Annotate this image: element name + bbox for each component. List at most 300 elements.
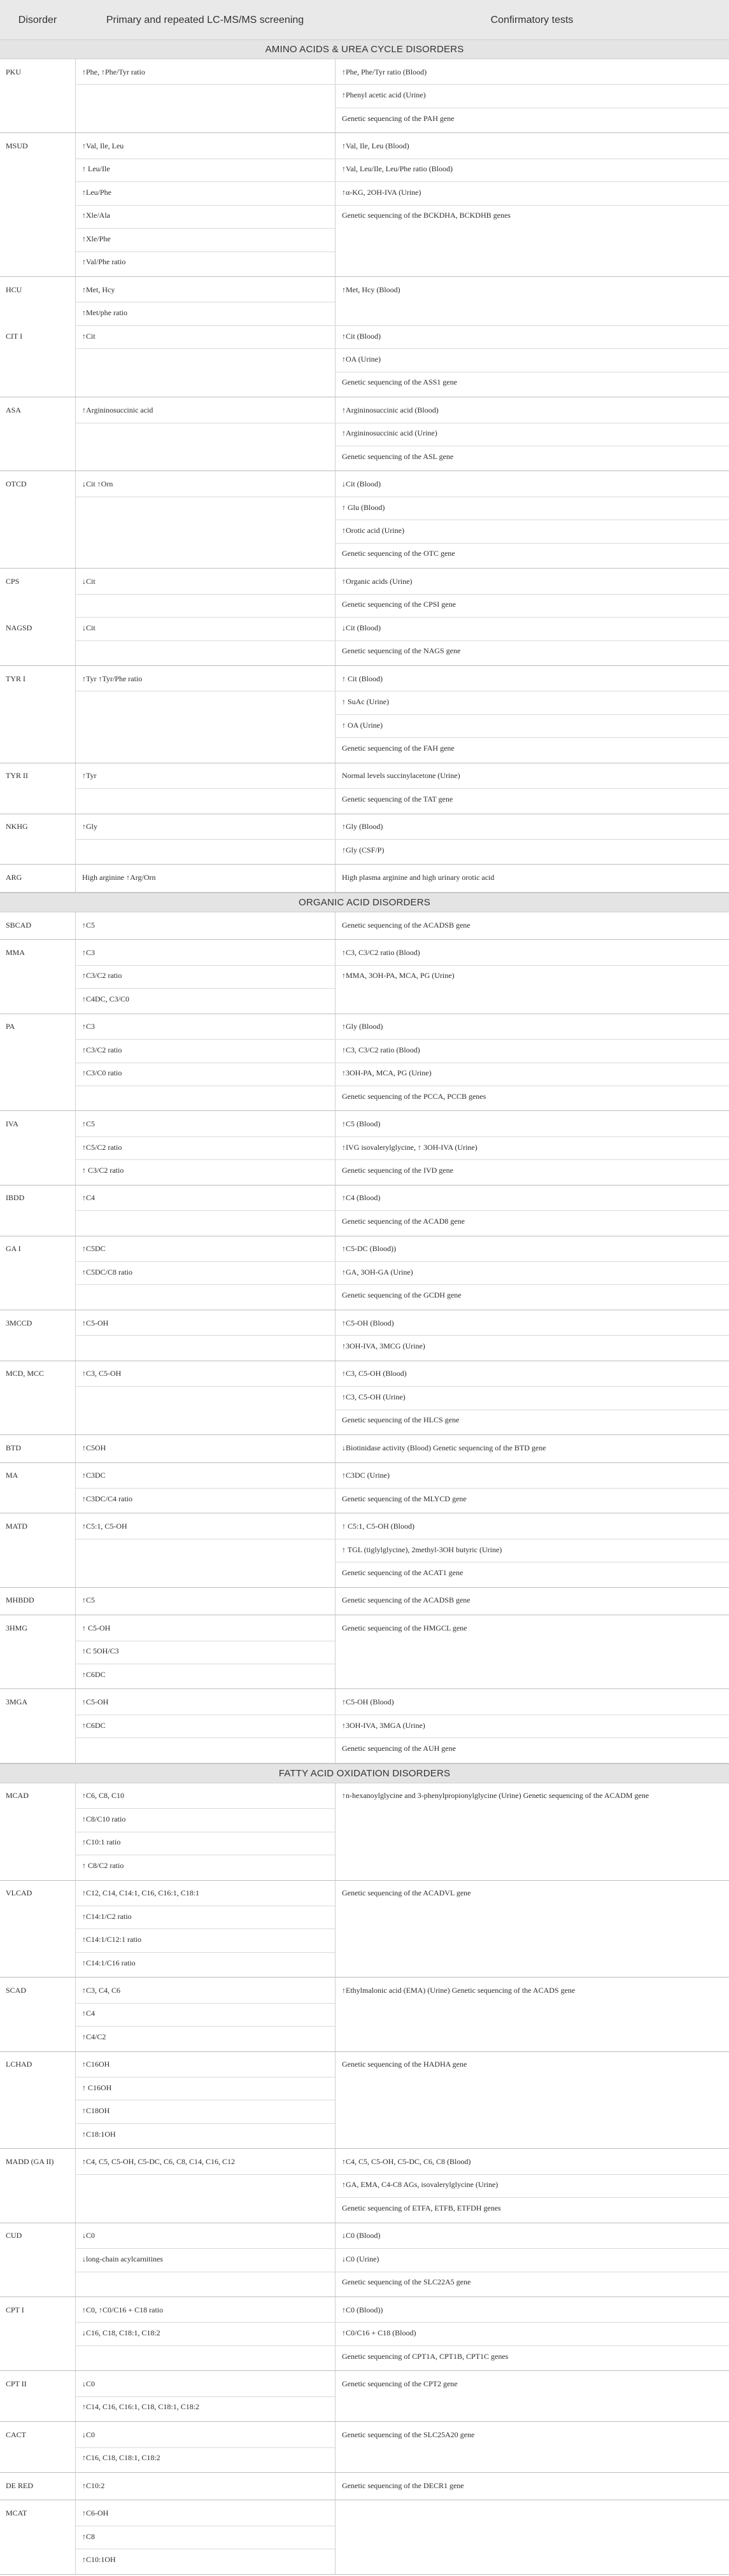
screening-marker: ↑C10:1OH xyxy=(82,2555,116,2565)
table-row xyxy=(0,181,729,204)
row-divider xyxy=(335,1284,729,1285)
disorder-group xyxy=(0,133,729,277)
confirmatory-test: Genetic sequencing of the HMGCL gene xyxy=(342,1623,467,1632)
screening-marker: ↑C6-OH xyxy=(82,2509,109,2518)
header-screening: Primary and repeated LC-MS/MS screening xyxy=(106,14,304,25)
row-divider xyxy=(75,1737,335,1738)
confirmatory-test: ↑α-KG, 2OH-IVA (Urine) xyxy=(342,187,421,197)
screening-marker: ↓Cit xyxy=(82,576,96,586)
disorder-group xyxy=(0,1978,729,2051)
confirmatory-test: ↓C0 (Urine) xyxy=(342,2254,379,2263)
confirmatory-test: High plasma arginine and high urinary orotic acid xyxy=(342,873,495,882)
row-divider xyxy=(75,617,335,618)
table-row xyxy=(0,816,729,839)
disorder-name: IBDD xyxy=(6,1193,25,1203)
row-divider xyxy=(75,1039,335,1040)
disorder-group xyxy=(0,1361,729,1435)
row-divider xyxy=(335,1039,729,1040)
screening-marker: ↓Cit xyxy=(82,623,96,632)
row-divider xyxy=(75,181,335,182)
table-row xyxy=(0,765,729,788)
section-title: FATTY ACID OXIDATION DISORDERS xyxy=(0,1764,729,1783)
disorder-name: ARG xyxy=(6,873,22,882)
screening-marker: ↓C0 xyxy=(82,2231,96,2240)
table-row xyxy=(0,1515,729,1538)
table-row xyxy=(0,2003,729,2026)
confirmatory-test: ↓Biotinidase activity (Blood) Genetic sequencing of the BTD gene xyxy=(342,1443,546,1452)
table-row xyxy=(0,2054,729,2077)
disorder-name: PA xyxy=(6,1022,15,1031)
screening-marker: ↑C3/C2 ratio xyxy=(82,971,122,980)
confirmatory-test: ↑C0 (Blood)) xyxy=(342,2305,383,2314)
table-row xyxy=(0,446,729,469)
confirmatory-test: ↑C5-DC (Blood)) xyxy=(342,1244,396,1254)
row-divider xyxy=(75,1952,335,1953)
disorder-name: MCD, MCC xyxy=(6,1369,45,1378)
table-row xyxy=(0,2123,729,2146)
confirmatory-test: Genetic sequencing of the HADHA gene xyxy=(342,2060,467,2069)
screening-marker: ↓C0 xyxy=(82,2379,96,2388)
table-row xyxy=(0,2248,729,2271)
table-row xyxy=(0,2100,729,2123)
disorder-group xyxy=(0,666,729,763)
row-divider xyxy=(75,2248,335,2249)
table-row xyxy=(0,1312,729,1335)
table-row xyxy=(0,942,729,965)
confirmatory-test: Normal levels succinylacetone (Urine) xyxy=(342,771,460,781)
table-row xyxy=(0,1715,729,1737)
table-row xyxy=(0,1855,729,1878)
disorder-group xyxy=(0,1463,729,1514)
confirmatory-test: Genetic sequencing of ETFA, ETFB, ETFDH genes xyxy=(342,2203,501,2212)
row-divider xyxy=(335,1737,729,1738)
row-divider xyxy=(75,1335,335,1336)
row-divider xyxy=(75,1808,335,1809)
disorder-group xyxy=(0,277,729,397)
screening-marker: ↑C10:1 ratio xyxy=(82,1837,121,1847)
row-divider xyxy=(75,1261,335,1262)
table-row xyxy=(0,279,729,302)
confirmatory-test: ↑3OH-IVA, 3MGA (Urine) xyxy=(342,1720,425,1730)
confirmatory-test: ↑C5-OH (Blood) xyxy=(342,1697,394,1707)
table-row xyxy=(0,2424,729,2447)
disorder-group xyxy=(0,2223,729,2297)
confirmatory-test: ↑Gly (Blood) xyxy=(342,822,383,832)
table-row xyxy=(0,1335,729,1358)
screening-marker: ↑C10:2 xyxy=(82,2480,105,2490)
table-row xyxy=(0,2447,729,2470)
confirmatory-test: ↑C3, C3/C2 ratio (Blood) xyxy=(342,1045,420,1054)
table-row xyxy=(0,135,729,158)
row-divider xyxy=(75,1284,335,1285)
table-row xyxy=(0,2549,729,2572)
table-row xyxy=(0,2151,729,2174)
disorder-name: TYR I xyxy=(6,674,25,683)
screening-marker: ↓long-chain acylcarnitines xyxy=(82,2254,163,2263)
disorder-group xyxy=(0,912,729,940)
confirmatory-test: ↑C3, C3/C2 ratio (Blood) xyxy=(342,948,420,958)
screening-marker: ↑C3DC/C4 ratio xyxy=(82,1494,133,1503)
table-row xyxy=(0,1039,729,1062)
table-row xyxy=(0,1437,729,1460)
screening-marker: ↑C5OH xyxy=(82,1443,106,1452)
confirmatory-test: Genetic sequencing of the ASS1 gene xyxy=(342,378,457,387)
table-body xyxy=(0,39,729,2575)
screening-marker: ↑C4/C2 xyxy=(82,2032,106,2041)
row-divider xyxy=(75,1210,335,1211)
screening-marker: ↑Met/phe ratio xyxy=(82,308,127,318)
confirmatory-test: ↑Ethylmalonic acid (EMA) (Urine) Genetic sequencing of the ACADS gene xyxy=(342,1985,576,1995)
confirmatory-test: ↑ Glu (Blood) xyxy=(342,502,385,512)
row-divider xyxy=(335,617,729,618)
table-row xyxy=(0,497,729,520)
screening-marker: ↑C14:1/C12:1 ratio xyxy=(82,1935,141,1944)
table-row xyxy=(0,1979,729,2002)
screening-marker: ↑Cit xyxy=(82,331,96,341)
confirmatory-test: Genetic sequencing of the MLYCD gene xyxy=(342,1494,467,1503)
row-divider xyxy=(335,2248,729,2249)
screening-marker: ↑Val/Phe ratio xyxy=(82,257,126,267)
row-divider xyxy=(335,965,729,966)
table-row xyxy=(0,714,729,737)
table-row xyxy=(0,1590,729,1613)
confirmatory-test: ↓Cit (Blood) xyxy=(342,479,381,489)
header-confirmatory-tests: Confirmatory tests xyxy=(490,14,574,25)
disorder-group xyxy=(0,2297,729,2371)
table-row xyxy=(0,1928,729,1951)
row-divider xyxy=(75,84,335,85)
disorder-name: MA xyxy=(6,1471,18,1480)
confirmatory-test: Genetic sequencing of the ACADVL gene xyxy=(342,1888,471,1898)
disorder-name: SBCAD xyxy=(6,920,32,930)
table-row xyxy=(0,372,729,395)
row-divider xyxy=(335,348,729,349)
confirmatory-test: ↑IVG isovalerylglycine, ↑ 3OH-IVA (Urine) xyxy=(342,1142,478,1152)
confirmatory-test: ↑C4 (Blood) xyxy=(342,1193,381,1203)
disorder-name: PKU xyxy=(6,67,22,76)
table-row xyxy=(0,1641,729,1664)
confirmatory-test: Genetic sequencing of the SLC25A20 gene xyxy=(342,2430,475,2439)
row-divider xyxy=(75,348,335,349)
confirmatory-test: Genetic sequencing of the ACAT1 gene xyxy=(342,1568,464,1577)
table-row xyxy=(0,2272,729,2295)
table-header xyxy=(0,0,729,39)
row-divider xyxy=(75,1159,335,1160)
screening-marker: ↑C8 xyxy=(82,2531,96,2541)
row-divider xyxy=(335,1386,729,1387)
row-divider xyxy=(335,1261,729,1262)
confirmatory-test: Genetic sequencing of the BCKDHA, BCKDHB genes xyxy=(342,211,511,220)
disorder-group xyxy=(0,59,729,133)
disorder-name: NAGSD xyxy=(6,623,32,632)
disorder-name: VLCAD xyxy=(6,1888,32,1898)
row-divider xyxy=(75,2447,335,2448)
disorder-group xyxy=(0,2052,729,2149)
table-row xyxy=(0,2299,729,2322)
row-divider xyxy=(75,2026,335,2027)
table-row xyxy=(0,839,729,862)
screening-marker: ↑Val, Ile, Leu xyxy=(82,141,124,151)
table-row xyxy=(0,1210,729,1233)
table-row xyxy=(0,1063,729,1086)
table-row xyxy=(0,988,729,1011)
disorder-name: SCAD xyxy=(6,1985,27,1995)
row-divider xyxy=(75,251,335,252)
disorder-group xyxy=(0,1111,729,1185)
confirmatory-test: Genetic sequencing of the HLCS gene xyxy=(342,1415,460,1425)
table-row xyxy=(0,1086,729,1108)
screening-marker: ↑C14:1/C16 ratio xyxy=(82,1958,136,1967)
confirmatory-test: ↑Phenyl acetic acid (Urine) xyxy=(342,90,426,100)
row-divider xyxy=(335,205,729,206)
table-row xyxy=(0,1617,729,1640)
table-row xyxy=(0,1016,729,1039)
screening-marker: ↑C0, ↑C0/C16 + C18 ratio xyxy=(82,2305,164,2314)
confirmatory-test: Genetic sequencing of the GCDH gene xyxy=(342,1291,462,1300)
row-divider xyxy=(335,1335,729,1336)
confirmatory-test: ↑C3, C5-OH (Urine) xyxy=(342,1392,406,1401)
row-divider xyxy=(75,2322,335,2323)
row-divider xyxy=(335,788,729,789)
screening-marker: ↑C5 xyxy=(82,920,96,930)
confirmatory-test: ↑GA, EMA, C4-C8 AGs, isovalerylglycine (Urine) xyxy=(342,2180,499,2190)
table-row xyxy=(0,159,729,181)
table-row xyxy=(0,2346,729,2368)
table-row xyxy=(0,640,729,663)
table-row xyxy=(0,1238,729,1261)
screening-marker: ↑C3, C5-OH xyxy=(82,1369,122,1378)
table-row xyxy=(0,302,729,325)
row-divider xyxy=(335,1210,729,1211)
disorder-group xyxy=(0,2422,729,2473)
disorder-group xyxy=(0,2473,729,2500)
table-row xyxy=(0,965,729,988)
table-row xyxy=(0,1187,729,1210)
confirmatory-test: ↑ SuAc (Urine) xyxy=(342,697,389,707)
row-divider xyxy=(335,2174,729,2175)
table-row xyxy=(0,1664,729,1687)
confirmatory-test: Genetic sequencing of the PAH gene xyxy=(342,113,455,123)
screening-marker: ↑C5 xyxy=(82,1596,96,1605)
row-divider xyxy=(75,1488,335,1489)
table-row xyxy=(0,348,729,371)
table-row xyxy=(0,108,729,131)
row-divider xyxy=(75,988,335,989)
screening-marker: ↑ C3/C2 ratio xyxy=(82,1165,124,1175)
disorder-group xyxy=(0,940,729,1014)
disorder-name: OTCD xyxy=(6,479,27,489)
disorder-name: NKHG xyxy=(6,822,28,832)
table-row xyxy=(0,1386,729,1409)
screening-marker: High arginine ↑Arg/Orn xyxy=(82,873,156,882)
disorder-name: MHBDD xyxy=(6,1596,34,1605)
confirmatory-test: ↑Argininosuccinic acid (Blood) xyxy=(342,405,439,414)
row-divider xyxy=(335,2197,729,2198)
disorder-name: LCHAD xyxy=(6,2060,32,2069)
confirmatory-test: ↑OA (Urine) xyxy=(342,354,381,364)
table-row xyxy=(0,1785,729,1808)
table-row xyxy=(0,1113,729,1136)
table-row xyxy=(0,914,729,937)
disorder-name: MMA xyxy=(6,948,25,958)
confirmatory-test: ↑C0/C16 + C18 (Blood) xyxy=(342,2328,416,2338)
row-divider xyxy=(335,1159,729,1160)
disorder-group xyxy=(0,1783,729,1881)
table-row xyxy=(0,2373,729,2396)
screening-marker: ↑C 5OH/C3 xyxy=(82,1646,119,1656)
screening-marker: ↑C18OH xyxy=(82,2106,110,2116)
disorder-name: 3MCCD xyxy=(6,1318,32,1327)
table-row xyxy=(0,1883,729,1906)
disorder-name: 3HMG xyxy=(6,1623,28,1632)
table-row xyxy=(0,867,729,889)
confirmatory-test: ↑Organic acids (Urine) xyxy=(342,576,413,586)
table-row xyxy=(0,1562,729,1585)
disorder-name: ASA xyxy=(6,405,22,414)
screening-marker: ↑C16OH xyxy=(82,2060,110,2069)
row-divider xyxy=(335,325,729,326)
disorder-group xyxy=(0,1588,729,1615)
screening-marker: ↑ Leu/Ile xyxy=(82,164,110,174)
confirmatory-test: Genetic sequencing of the SLC22A5 gene xyxy=(342,2277,471,2287)
table-row xyxy=(0,1691,729,1714)
table-row xyxy=(0,399,729,422)
screening-marker: ↑C8/C10 ratio xyxy=(82,1814,126,1823)
disorder-group xyxy=(0,814,729,865)
confirmatory-test: Genetic sequencing of the TAT gene xyxy=(342,794,453,803)
disorder-name: DE RED xyxy=(6,2480,33,2490)
row-divider xyxy=(75,228,335,229)
screening-marker: ↑C16, C18, C18:1, C18:2 xyxy=(82,2453,160,2463)
screening-marker: ↑C3DC xyxy=(82,1471,106,1480)
disorder-group xyxy=(0,1014,729,1112)
disorder-name: CIT I xyxy=(6,331,23,341)
confirmatory-test: ↑C4, C5, C5-OH, C5-DC, C6, C8 (Blood) xyxy=(342,2157,471,2167)
row-divider xyxy=(75,839,335,840)
confirmatory-test: ↑n-hexanoylglycine and 3-phenylpropionylglycine (Urine) Genetic sequencing of the ACADM gene xyxy=(342,1791,649,1801)
row-divider xyxy=(75,788,335,789)
disorder-group xyxy=(0,1310,729,1361)
screening-marker: ↑C5-OH xyxy=(82,1697,109,1707)
table-row xyxy=(0,1261,729,1284)
table-row xyxy=(0,668,729,691)
screening-marker: ↑Leu/Phe xyxy=(82,187,111,197)
disorder-name: MCAD xyxy=(6,1791,29,1801)
row-divider xyxy=(75,2174,335,2175)
table-row xyxy=(0,228,729,251)
screening-marker: ↑C4 xyxy=(82,1193,96,1203)
row-divider xyxy=(75,1136,335,1137)
screening-marker: ↑C14, C16, C16:1, C18, C18:1, C18:2 xyxy=(82,2402,200,2412)
row-divider xyxy=(75,325,335,326)
table-row xyxy=(0,1539,729,1562)
table-row xyxy=(0,2077,729,2100)
table-row xyxy=(0,2475,729,2498)
confirmatory-test: ↑Met, Hcy (Blood) xyxy=(342,285,400,294)
table-row xyxy=(0,1488,729,1511)
screening-marker: ↑ C16OH xyxy=(82,2083,112,2092)
disorder-group xyxy=(0,2149,729,2223)
row-divider xyxy=(335,714,729,715)
confirmatory-test: ↑GA, 3OH-GA (Urine) xyxy=(342,1267,413,1277)
disorder-name: CACT xyxy=(6,2430,27,2439)
table-row xyxy=(0,617,729,640)
disorder-group xyxy=(0,471,729,569)
confirmatory-test: ↑C3, C5-OH (Blood) xyxy=(342,1369,407,1378)
screening-marker: ↓C16, C18, C18:1, C18:2 xyxy=(82,2328,160,2338)
screening-marker: ↑C6DC xyxy=(82,1669,106,1679)
table-row xyxy=(0,205,729,228)
confirmatory-test: Genetic sequencing of the FAH gene xyxy=(342,743,455,753)
confirmatory-test: ↑Gly (CSF/P) xyxy=(342,845,385,854)
table-row xyxy=(0,325,729,348)
confirmatory-test: Genetic sequencing of the DECR1 gene xyxy=(342,2480,464,2490)
table-row xyxy=(0,61,729,84)
table-row xyxy=(0,594,729,617)
screening-marker: ↑Argininosuccinic acid xyxy=(82,405,153,414)
disorder-group xyxy=(0,1513,729,1587)
table-row xyxy=(0,543,729,566)
disorder-group xyxy=(0,1185,729,1236)
confirmatory-test: ↑Val, Leu/Ile, Leu/Phe ratio (Blood) xyxy=(342,164,453,174)
disorder-name: GA I xyxy=(6,1244,21,1254)
row-divider xyxy=(75,1386,335,1387)
table-row xyxy=(0,1808,729,1831)
disorder-group xyxy=(0,397,729,471)
disorder-name: 3MGA xyxy=(6,1697,28,1707)
table-row xyxy=(0,2322,729,2345)
screening-marker: ↑C4 xyxy=(82,2009,96,2018)
disorder-group xyxy=(0,2500,729,2574)
table-row xyxy=(0,1136,729,1159)
screening-marker: ↑C12, C14, C14:1, C16, C16:1, C18:1 xyxy=(82,1888,200,1898)
table-row xyxy=(0,788,729,811)
screening-marker: ↑C5DC/C8 ratio xyxy=(82,1267,133,1277)
confirmatory-test: ↑3OH-PA, MCA, PG (Urine) xyxy=(342,1068,432,1078)
confirmatory-test: Genetic sequencing of the CPT2 gene xyxy=(342,2379,458,2388)
row-divider xyxy=(75,640,335,641)
row-divider xyxy=(335,640,729,641)
table-row xyxy=(0,84,729,107)
confirmatory-test: ↑Val, Ile, Leu (Blood) xyxy=(342,141,409,151)
confirmatory-test: Genetic sequencing of the CPSI gene xyxy=(342,600,456,609)
row-divider xyxy=(335,84,729,85)
confirmatory-test: ↑Gly (Blood) xyxy=(342,1022,383,1031)
screening-marker: ↑Tyr ↑Tyr/Phe ratio xyxy=(82,674,143,683)
disorder-name: MSUD xyxy=(6,141,28,151)
confirmatory-test: Genetic sequencing of the ACADSB gene xyxy=(342,1596,471,1605)
row-divider xyxy=(335,2322,729,2323)
disorder-group xyxy=(0,1236,729,1310)
row-divider xyxy=(335,181,729,182)
confirmatory-test: ↑C5 (Blood) xyxy=(342,1119,381,1129)
disorder-group xyxy=(0,569,729,666)
table-row xyxy=(0,570,729,593)
confirmatory-test: Genetic sequencing of CPT1A, CPT1B, CPT1C genes xyxy=(342,2351,509,2361)
disorder-group xyxy=(0,1615,729,1689)
screening-marker: ↓Cit ↑Orn xyxy=(82,479,113,489)
row-divider xyxy=(75,1928,335,1929)
disorder-name: BTD xyxy=(6,1443,21,1452)
table-row xyxy=(0,691,729,714)
screening-marker: ↑C3 xyxy=(82,1022,96,1031)
screening-marker: ↑C5-OH xyxy=(82,1318,109,1327)
table-row xyxy=(0,2396,729,2419)
header-disorder: Disorder xyxy=(18,14,57,25)
screening-marker: ↑C4DC, C3/C0 xyxy=(82,994,130,1003)
disorder-name: CPS xyxy=(6,576,20,586)
disorder-group xyxy=(0,1881,729,1978)
